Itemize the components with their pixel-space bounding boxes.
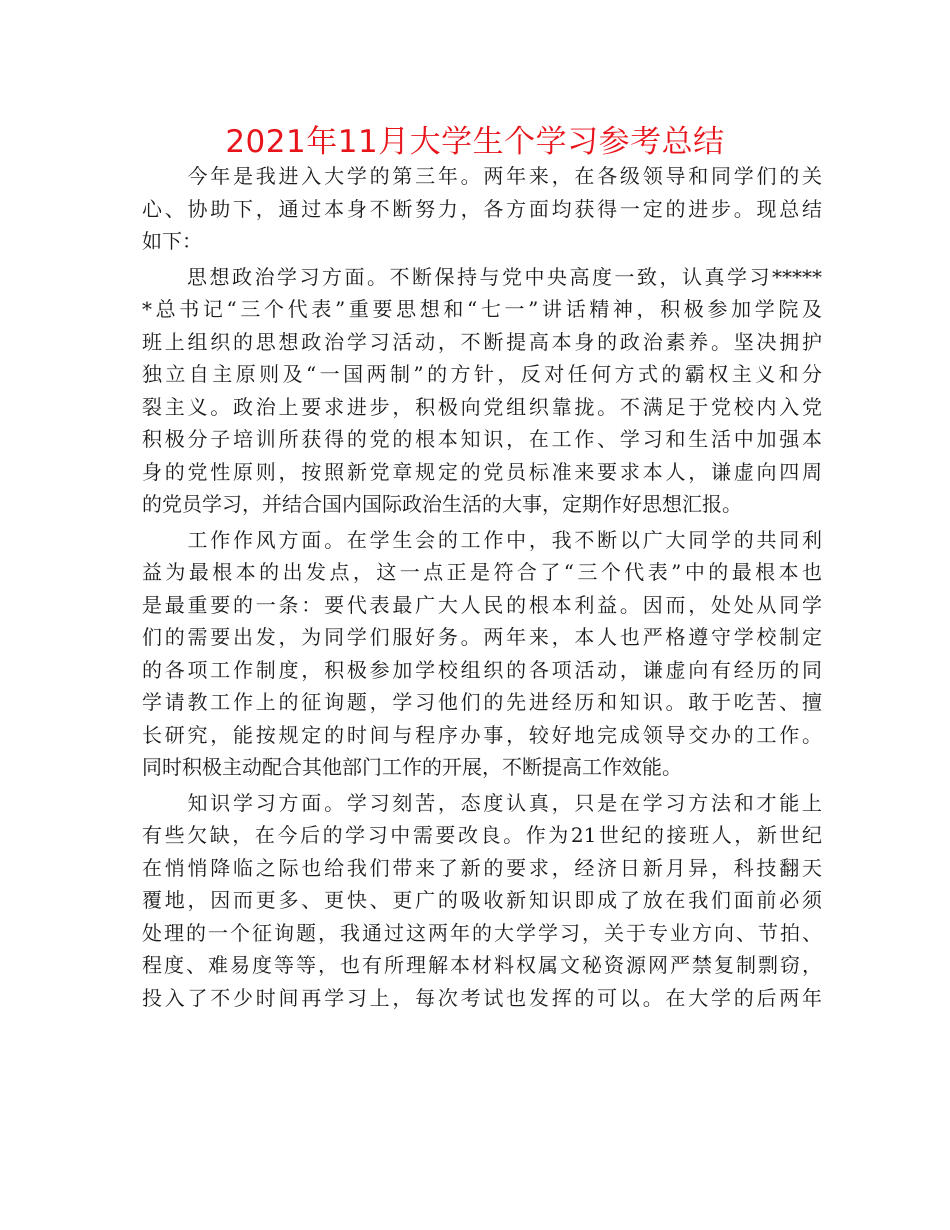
paragraph-line: 长研究，能按规定的时间与程序办事，较好地完成领导交办的工作。 xyxy=(142,722,822,747)
paragraph-line: 身的党性原则，按照新党章规定的党员标准来要求本人，谦虚向四周 xyxy=(142,459,822,484)
paragraph xyxy=(142,261,822,521)
paragraph-line: 学请教工作上的征询题，学习他们的先进经历和知识。敢于吃苦、擅 xyxy=(142,690,822,714)
document-body xyxy=(142,160,822,1017)
paragraph-line: 的各项工作制度，积极参加学校组织的各项活动，谦虚向有经历的同 xyxy=(142,657,822,682)
paragraph-line: *总书记“三个代表”重要思想和“七一”讲话精神，积极参加学院及 xyxy=(142,297,822,321)
paragraph-line: 工作作风方面。在学生会的工作中，我不断以广大同学的共同利 xyxy=(142,527,822,552)
paragraph-line: 覆地，因而更多、更快、更广的吸收新知识即成了放在我们面前必须 xyxy=(142,888,822,912)
paragraph xyxy=(142,524,822,784)
paragraph-line: 积极分子培训所获得的党的根本知识，在工作、学习和生活中加强本 xyxy=(142,427,822,451)
paragraph-line: 在悄悄降临之际也给我们带来了新的要求，经济日新月异，科技翻天 xyxy=(142,855,822,880)
paragraph-line: 思想政治学习方面。不断保持与党中央高度一致，认真学习***** xyxy=(142,264,822,289)
paragraph-line: 班上组织的思想政治学习活动，不断提高本身的政治素养。坚决拥护 xyxy=(142,329,822,354)
paragraph-line: 投入了不少时间再学习上，每次考试也发挥的可以。在大学的后两年 xyxy=(142,985,822,1010)
paragraph-line: 独立自主原则及“一国两制”的方针，反对任何方式的霸权主义和分 xyxy=(142,362,822,386)
paragraph-line: 如下： xyxy=(142,229,202,253)
paragraph-line: 处理的一个征询题，我通过这两年的大学学习，关于专业方向、节拍、 xyxy=(142,920,822,945)
paragraph-line: 程度、难易度等等，也有所理解本材料权属文秘资源网严禁复制剽窃， xyxy=(142,953,822,977)
paragraph-line: 裂主义。政治上要求进步，积极向党组织靠拢。不满足于党校内入党 xyxy=(142,394,822,419)
paragraph-line: 有些欠缺，在今后的学习中需要改良。作为21世纪的接班人，新世纪 xyxy=(142,823,822,847)
paragraph-line: 同时积极主动配合其他部门工作的开展，不断提高工作效能。 xyxy=(142,755,682,779)
paragraph-line: 们的需要出发，为同学们服好务。两年来，本人也严格遵守学校制定 xyxy=(142,625,822,649)
paragraph xyxy=(142,160,822,258)
paragraph-line: 是最重要的一条：要代表最广大人民的根本利益。因而，处处从同学 xyxy=(142,592,822,617)
paragraph-line: 心、协助下，通过本身不断努力，各方面均获得一定的进步。现总结 xyxy=(142,196,822,221)
paragraph-line: 的党员学习，并结合国内国际政治生活的大事，定期作好思想汇报。 xyxy=(142,492,742,516)
paragraph-line: 知识学习方面。学习刻苦，态度认真，只是在学习方法和才能上 xyxy=(142,790,822,815)
paragraph-line: 今年是我进入大学的第三年。两年来，在各级领导和同学们的关 xyxy=(142,164,822,188)
document-title: 2021年11月大学生个学习参考总结 xyxy=(225,124,725,160)
paragraph xyxy=(142,787,822,1015)
paragraph-line: 益为最根本的出发点，这一点正是符合了“三个代表”中的最根本也 xyxy=(142,560,822,584)
